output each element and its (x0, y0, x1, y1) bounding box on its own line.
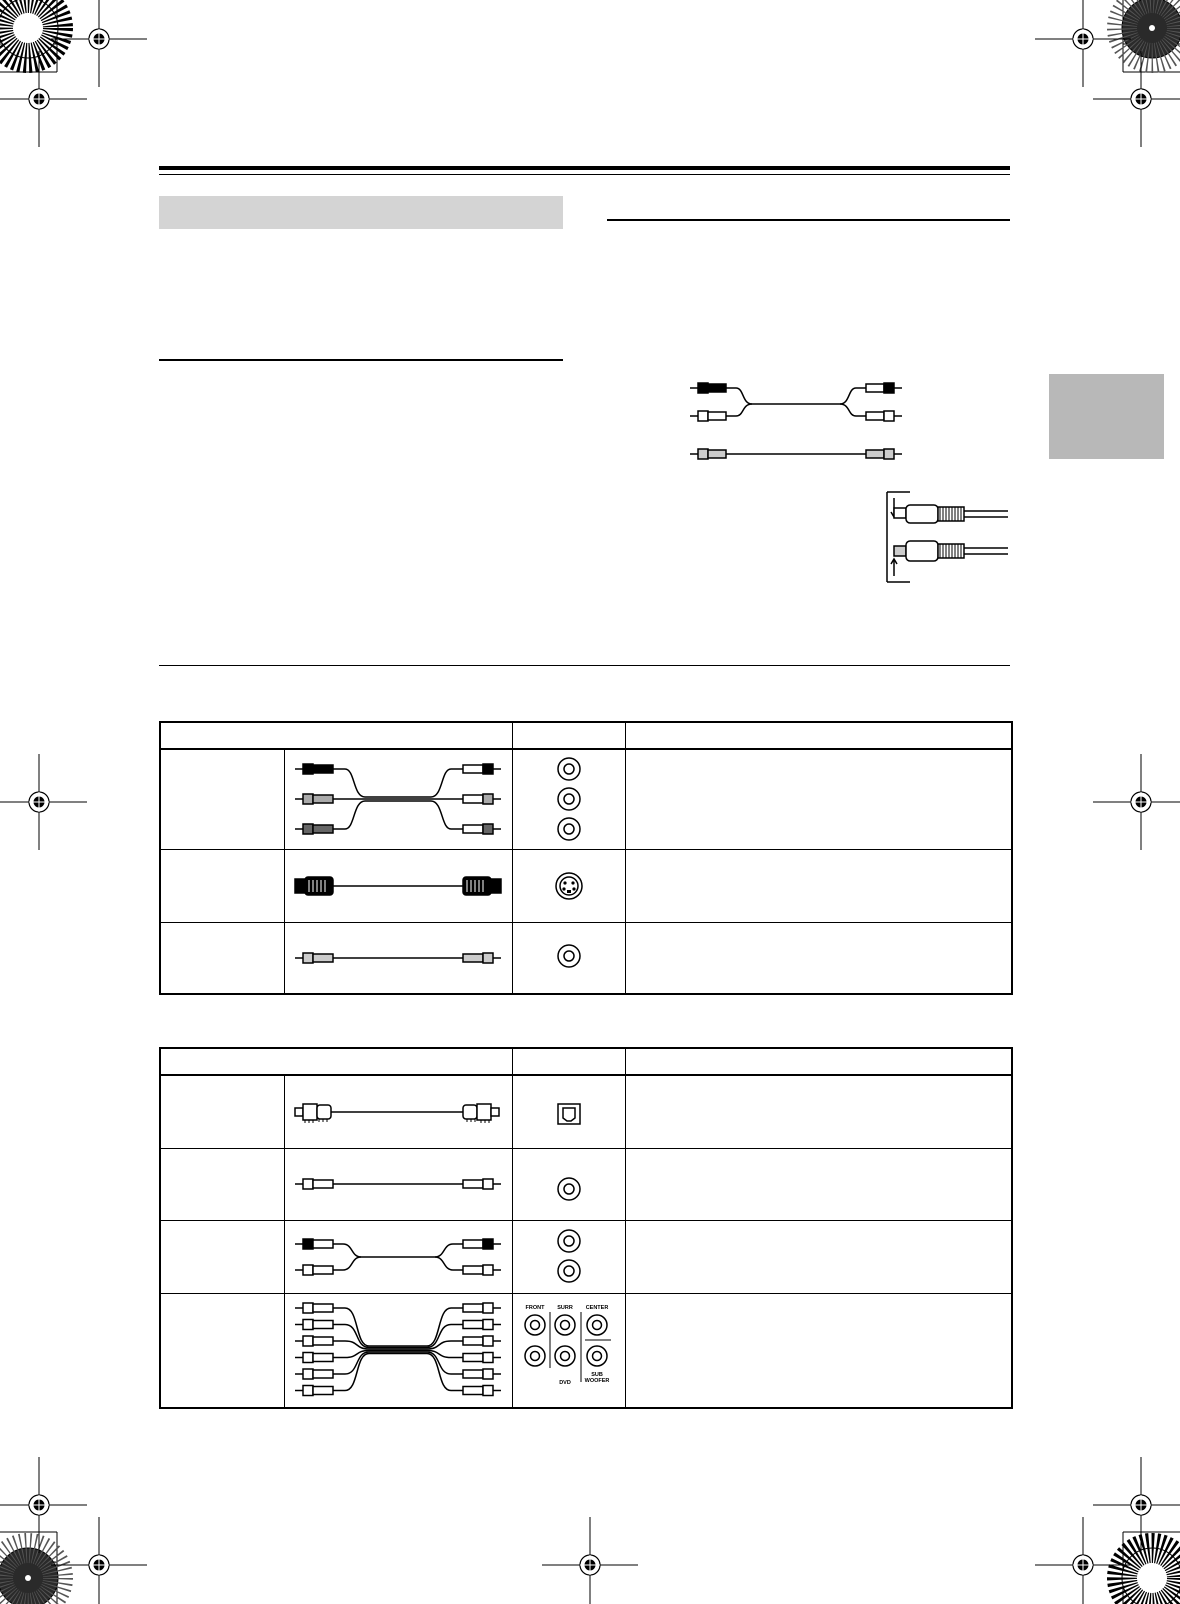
header-rule-thick (159, 166, 1010, 170)
jack-label-surr: SURR (556, 1305, 573, 1312)
s-video-cable-icon (293, 871, 503, 901)
header-rule-thin (159, 174, 1010, 175)
jack-label-center: CENTER (585, 1305, 608, 1312)
audio-connection-table (159, 1047, 1013, 1409)
cable-name-cell (160, 1293, 284, 1408)
cable-illustration-icon (690, 372, 930, 472)
table-row (160, 1148, 1012, 1220)
header-cable (160, 1048, 512, 1075)
description-cell (625, 1075, 1012, 1148)
stereo-audio-cable-icon (690, 383, 902, 421)
description-cell (625, 1293, 1012, 1408)
header-jack (512, 1048, 625, 1075)
corner-mark-top-left (0, 0, 147, 147)
header-cable (160, 722, 512, 749)
composite-video-cable-icon (293, 943, 503, 973)
description-cell (625, 849, 1012, 922)
table-row (160, 922, 1012, 994)
section-divider-rule (159, 665, 1010, 666)
cable-image-cell (284, 749, 512, 849)
cable-name-cell (160, 922, 284, 994)
description-cell (625, 749, 1012, 849)
jack-label-sub: SUB (590, 1372, 603, 1379)
composite-video-jack-icon (549, 938, 589, 978)
analog-audio-jacks-icon (549, 1226, 589, 1288)
description-cell (625, 1220, 1012, 1293)
optical-digital-jack-icon (549, 1092, 589, 1132)
component-video-cable-icon (293, 759, 503, 839)
cable-image-cell (284, 849, 512, 922)
table-row (160, 1220, 1012, 1293)
jack-image-cell (512, 1293, 625, 1408)
table-header-row (160, 1048, 1012, 1075)
cable-image-cell (284, 1148, 512, 1220)
cable-image-cell (284, 1075, 512, 1148)
table-row (160, 849, 1012, 922)
analog-audio-cable-icon (293, 1232, 503, 1282)
jack-image-cell (512, 1220, 625, 1293)
video-connection-table (159, 721, 1013, 995)
header-description (625, 722, 1012, 749)
table-header-row (160, 722, 1012, 749)
cable-name-cell (160, 1075, 284, 1148)
jack-image-cell (512, 849, 625, 922)
cable-image-cell (284, 1293, 512, 1408)
jack-label-dvd: DVD (558, 1380, 571, 1387)
plug-insertion-icon (880, 488, 1010, 584)
cable-name-cell (160, 749, 284, 849)
description-cell (625, 1148, 1012, 1220)
header-jack (512, 722, 625, 749)
cable-name-cell (160, 849, 284, 922)
single-rca-cable-icon (690, 449, 902, 459)
side-tab (1049, 374, 1164, 459)
coaxial-digital-cable-icon (293, 1169, 503, 1199)
jack-image-cell (512, 1148, 625, 1220)
cable-image-cell (284, 922, 512, 994)
jack-label-woofer: WOOFER (584, 1378, 609, 1385)
table-row (160, 1075, 1012, 1148)
s-video-jack-icon (549, 866, 589, 906)
corner-mark-bottom-left (0, 1457, 147, 1604)
table-row (160, 749, 1012, 849)
corner-mark-bottom-right (1035, 1457, 1180, 1604)
cable-image-cell (284, 1220, 512, 1293)
corner-mark-top-right (1035, 0, 1180, 147)
table-row (160, 1293, 1012, 1408)
jack-image-cell (512, 922, 625, 994)
multichannel-audio-cable-icon (293, 1300, 503, 1400)
cable-name-cell (160, 1148, 284, 1220)
coaxial-digital-jack-icon (549, 1161, 589, 1207)
section-header-bar (159, 196, 563, 229)
right-column-rule (607, 219, 1010, 221)
multichannel-audio-jacks-icon (519, 1300, 619, 1400)
component-video-jacks-icon (549, 753, 589, 845)
cable-name-cell (160, 1220, 284, 1293)
jack-label-front: FRONT (525, 1305, 544, 1312)
jack-image-cell (512, 749, 625, 849)
optical-digital-cable-icon (293, 1097, 503, 1127)
header-description (625, 1048, 1012, 1075)
jack-image-cell (512, 1075, 625, 1148)
description-cell (625, 922, 1012, 994)
left-column-rule (159, 359, 563, 361)
